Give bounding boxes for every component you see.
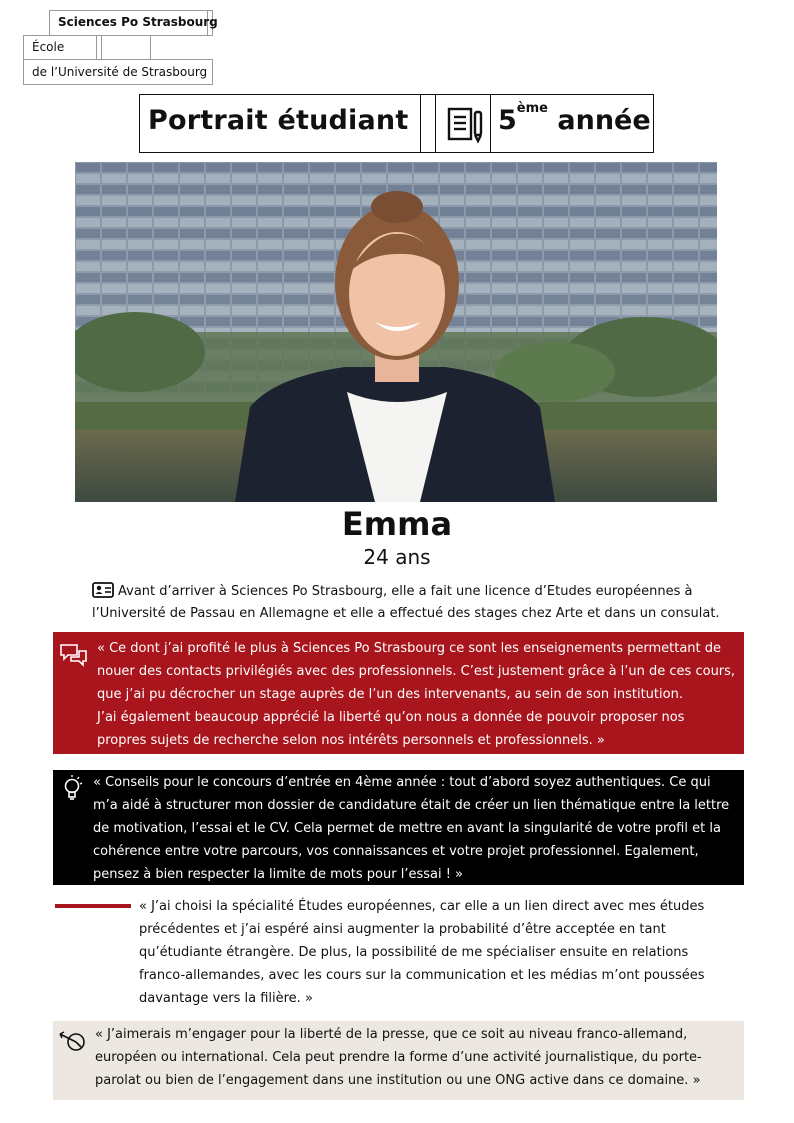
title-banner [139, 94, 654, 153]
lightbulb-icon [61, 774, 85, 802]
speech-bubbles-icon [59, 642, 89, 668]
quote-text [97, 637, 736, 752]
intro-paragraph [92, 581, 732, 625]
logo-cell [101, 35, 151, 60]
target-arrow-icon [59, 1028, 89, 1052]
divider [420, 95, 421, 152]
quote-box-advice [53, 770, 744, 885]
id-card-icon [92, 582, 114, 598]
quote-paragraph: J’ai également beaucoup apprécié la liberté qu’on nous a donnée de pouvoir proposer nos propres sujets de recherche selon nos intérêts personnels et professionnels. » [97, 710, 685, 748]
student-name: Emma [341, 505, 453, 543]
logo-line-3: de l’Université de Strasbourg [32, 65, 208, 79]
quote-text: « Conseils pour le concours d’entrée en 4ème année : tout d’abord soyez authentiques. Ce qui m’a aidé à structurer mon dossier de candidature était de créer un lien thématique entre la lettre de motivation, l’essai et le CV. Cela permet de mettre en avant la singularité de votre profil et la cohérence entre votre parcours, vos connaissances et votre projet professionnel. Egalement, pensez à bien respecter la limite de mots pour l’essai ! » [93, 775, 730, 882]
year-word: année [557, 105, 651, 136]
quote-box-specialty [53, 893, 744, 1011]
year-superscript: ème [516, 101, 548, 116]
quote-text: « J’aimerais m’engager pour la liberté de la presse, que ce soit au niveau franco-allemand, européen ou international. Cela peut prendre la forme d’une activité journalistique, du porte-parolat ou bien de l’engagement dans une institution ou une ONG active dans ce domaine. » [95, 1027, 702, 1088]
quote-paragraph: « Ce dont j’ai profité le plus à Sciences Po Strasbourg ce sont les enseignements permettant de nouer des contacts privilégiés avec des professionnels. C’est justement grâce à l’un de ces cours, que j’ai pu décrocher un stage auprès de l’un des intervenants, au sein de son institution. [97, 641, 736, 702]
year-label [498, 101, 651, 136]
year-number: 5 [498, 105, 517, 136]
divider [435, 95, 436, 152]
document-pencil-icon [443, 103, 487, 147]
student-portrait-photo [75, 162, 717, 502]
quote-box-future [53, 1021, 744, 1100]
quote-text: « J’ai choisi la spécialité Études européennes, car elle a un lien direct avec mes études précédentes et j’ai espéré ainsi augmenter la probabilité d’être acceptée en tant qu’étudiante étrangère. De plus, la possibilité de me spécialiser ensuite en relations franco-allemandes, avec les cours sur la communication et les médias m’ont poussées davantage vers la filière. » [139, 899, 705, 1006]
intro-text: Avant d’arriver à Sciences Po Strasbourg, elle a fait une licence d’Etudes européennes à l’Université de Passau en Allemagne et elle a effectué des stages chez Arte et dans un consulat. [92, 584, 720, 621]
logo-line-1: Sciences Po Strasbourg [58, 15, 218, 29]
logo-line-2: École [32, 40, 65, 54]
divider [490, 95, 491, 152]
student-age: 24 ans [363, 545, 431, 569]
red-rule [55, 904, 131, 908]
quote-box-experience [53, 632, 744, 754]
page-title: Portrait étudiant [148, 105, 409, 136]
